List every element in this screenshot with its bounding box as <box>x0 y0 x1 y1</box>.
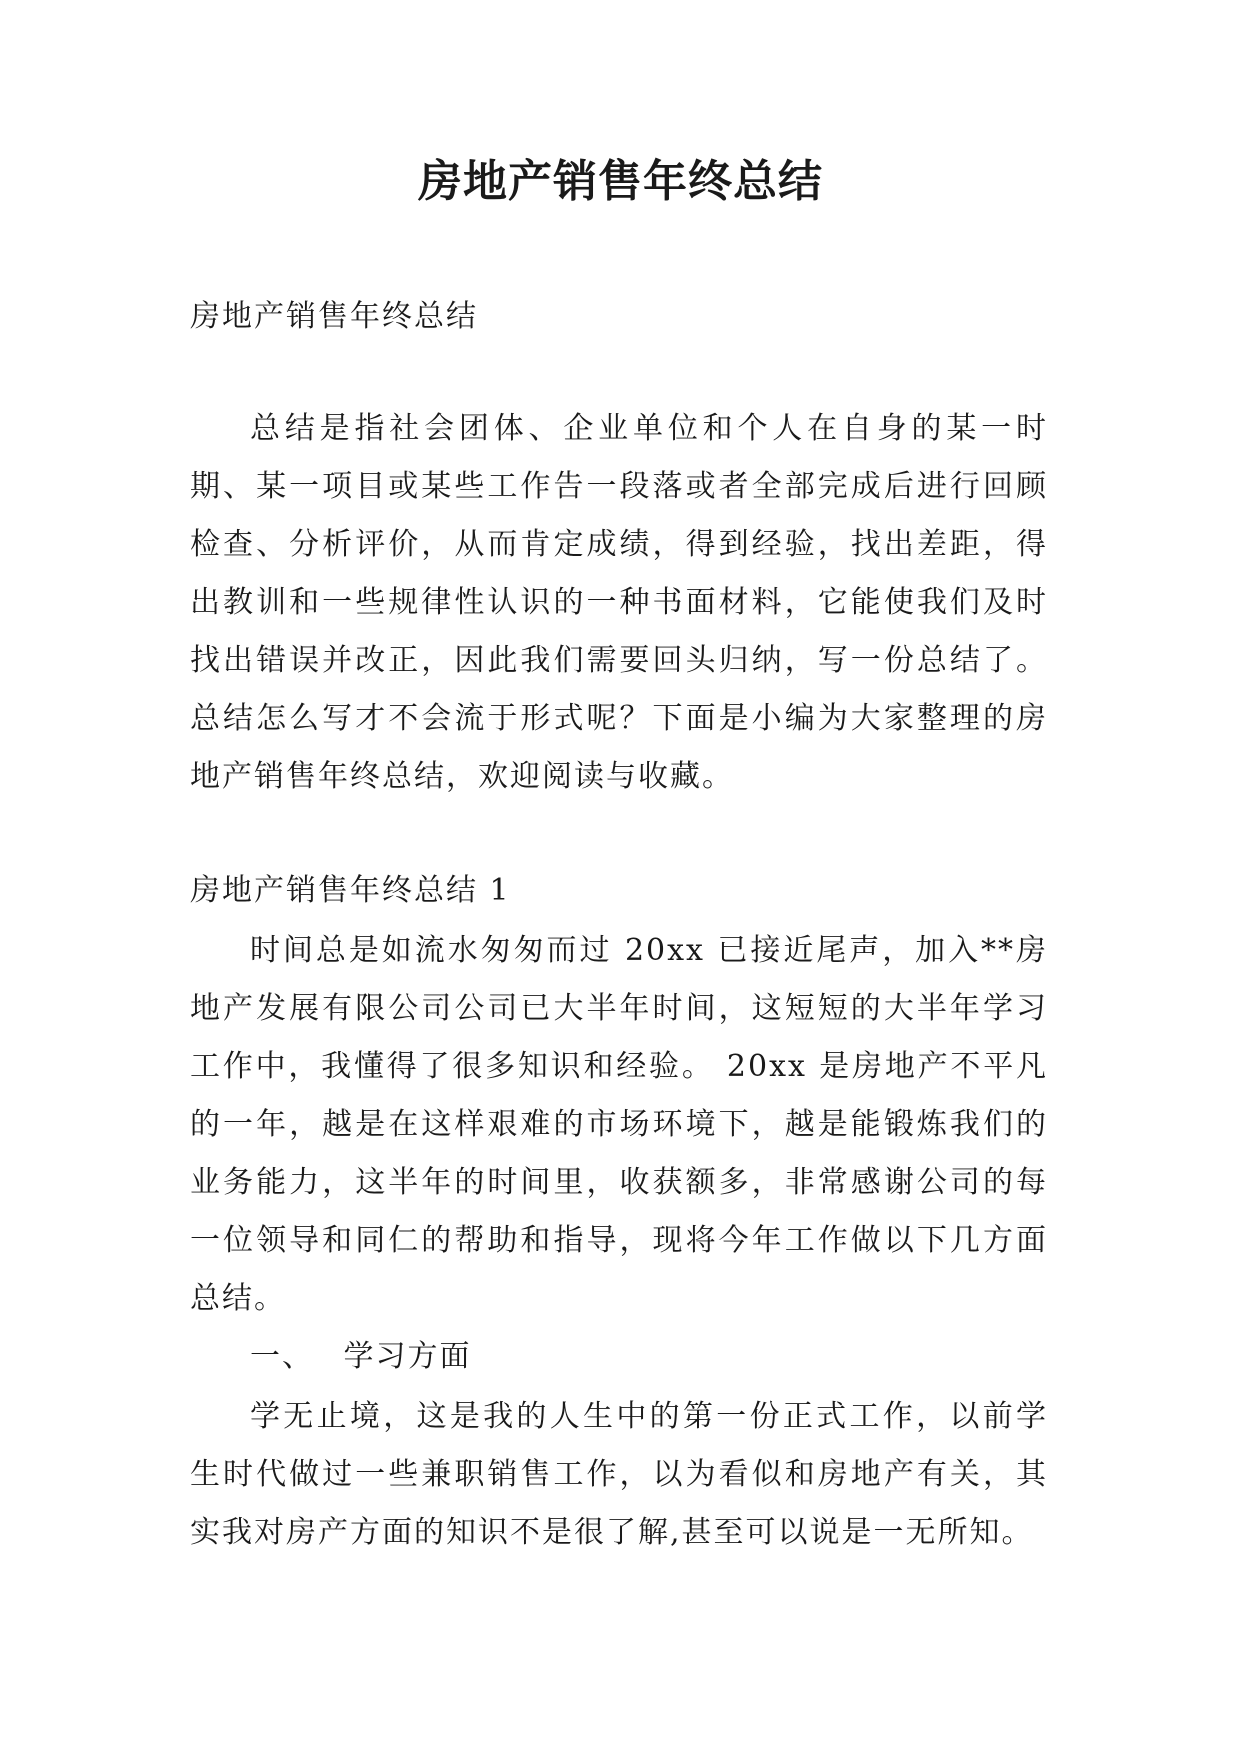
document-subtitle: 房地产销售年终总结 <box>190 299 478 334</box>
section-paragraph: 学无止境，这是我的人生中的第一份正式工作，以前学生时代做过一些兼职销售工作，以为看似和房地产有关，其实我对房产方面的知识不是很了解,甚至可以说是一无所知。 <box>190 1399 1048 1550</box>
intro-paragraph: 总结是指社会团体、企业单位和个人在自身的某一时期、某一项目或某些工作告一段落或者全部完成后进行回顾检查、分析评价，从而肯定成绩，得到经验，找出差距，得出教训和一些规律性认识的一种书面材料，它能使我们及时找出错误并改正，因此我们需要回头归纳，写一份总结了。总结怎么写才不会流于形式呢？下面是小编为大家整理的房地产销售年终总结，欢迎阅读与收藏。 <box>190 411 1048 794</box>
section-title: 房地产销售年终总结 1 <box>190 873 511 908</box>
section-heading: 一、 学习方面 <box>250 1339 472 1374</box>
section-paragraph: 时间总是如流水匆匆而过 20xx 已接近尾声，加入**房地产发展有限公司公司已大半年时间，这短短的大半年学习工作中，我懂得了很多知识和经验。 20xx 是房地产不平凡的一年，越是在这样艰难的市场环境下，越是能锻炼我们的业务能力，这半年的时间里，收获额多，非常感谢公司的每一位领导和同仁的帮助和指导，现将今年工作做以下几方面总结。 <box>190 933 1048 1316</box>
document-title: 房地产销售年终总结 <box>418 156 823 207</box>
